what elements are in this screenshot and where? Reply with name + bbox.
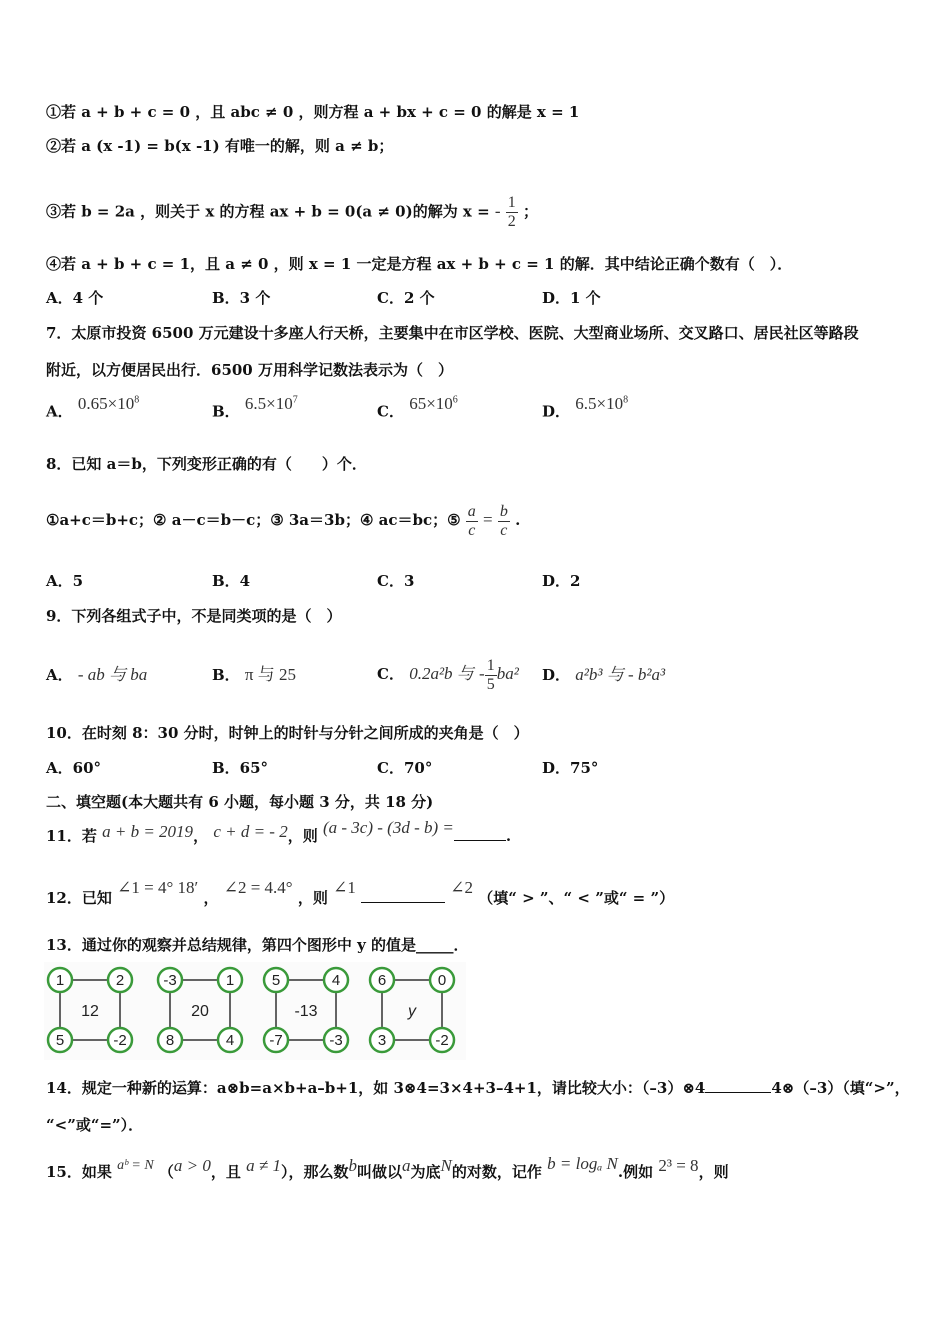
q7-a-base: 0.65×10 — [77, 393, 135, 413]
q15-p4: 叫做以 — [357, 1163, 403, 1181]
q8-stem: 8．已知 a＝b，下列变形正确的有（ ）个． — [46, 455, 367, 473]
q8-frac-left-den: c — [468, 521, 476, 539]
q11-math-3: (a - 3c) - (3d - b) = — [322, 818, 454, 837]
q8-frac-right-den: c — [500, 521, 508, 539]
q7-c-expr — [409, 394, 458, 413]
q15-math-3: a ≠ 1 — [246, 1156, 281, 1175]
q15 — [46, 1154, 729, 1184]
q8-option-c: C．3 — [377, 572, 415, 590]
q13-corner-value-br: -2 — [113, 1032, 127, 1049]
q15-pre: 15．如果 — [46, 1163, 112, 1181]
q9-option-b — [212, 665, 296, 685]
q7-a-expr — [78, 394, 139, 413]
q9-d-label: D． — [542, 666, 571, 684]
q11-math-1: a + b = 2019 — [102, 822, 194, 841]
section-2-heading: 二、填空题(本大题共有 6 小题，每小题 3 分，共 18 分) — [46, 793, 434, 811]
q6-statement-3 — [46, 194, 538, 231]
q13-corner-value-tl: 5 — [271, 972, 281, 989]
q9-d-expr: a²b³ 与 - b²a³ — [575, 665, 666, 684]
q6-s3-text: ③若 b = 2a ，则关于 x 的方程 ax + b = 0(a ≠ 0)的解为 x = — [46, 202, 495, 221]
q13-corner-value-bl: 3 — [377, 1032, 387, 1049]
q13-corner-value-br: -3 — [329, 1032, 343, 1049]
q12-pre: 12．已知 — [46, 889, 112, 907]
q12-mid: ，则 — [297, 889, 328, 907]
q13-center-value: 12 — [81, 1003, 99, 1020]
q14-line-1-text: 14．规定一种新的运算：a⊗b=a×b+a–b+1，如 3⊗4=3×4+3–4+1，请比较大小：（–3）⊗4 — [46, 1079, 706, 1097]
q15-math-7: b = logₐ N — [547, 1154, 618, 1173]
q9-b-label: B． — [212, 666, 240, 684]
q13-corner-value-tl: -3 — [163, 972, 177, 989]
q6-s3-num: 1 — [507, 194, 516, 211]
q15-p8: ，则 — [698, 1163, 729, 1181]
q9-a-expr: - ab 与 ba — [77, 665, 148, 684]
q6-option-d: D．1 个 — [542, 289, 601, 307]
q15-math-4: b — [348, 1156, 358, 1175]
q13-figure-2 — [156, 966, 256, 1058]
q13-corner-value-bl: 5 — [55, 1032, 65, 1049]
q9-c-neg: - — [479, 664, 485, 683]
q11-sep: ， — [193, 827, 209, 845]
q15-p3: ），那么数 — [281, 1163, 349, 1181]
q14-line-1 — [46, 1078, 910, 1098]
q15-p5: 为底 — [410, 1163, 441, 1181]
q15-math-8: 2³ = 8 — [658, 1156, 699, 1175]
q10-option-c: C．70° — [377, 759, 433, 777]
q14-line-1-tail: 4⊗（–3）（填“>”， — [771, 1079, 910, 1097]
q9-a-label: A． — [46, 666, 73, 684]
q11 — [46, 818, 512, 846]
q10-option-d: D．75° — [542, 759, 599, 777]
q10-option-b: B．65° — [212, 759, 269, 777]
q7-option-d — [542, 393, 629, 422]
q8-eq: = — [483, 510, 493, 529]
q15-math-2: a > 0 — [173, 1156, 211, 1175]
q8-option-d: D．2 — [542, 572, 581, 590]
q6-s3-den: 2 — [507, 213, 516, 230]
q9-c-expr1: 0.2a²b 与 — [409, 664, 474, 683]
q8-items-text: ①a+c＝b+c；② a－c＝b－c；③ 3a＝3b；④ ac＝bc；⑤ — [46, 511, 461, 529]
q8-items — [46, 500, 520, 540]
q7-c-label: C． — [377, 402, 404, 421]
q13-corner-value-tr: 1 — [225, 972, 235, 989]
q13-corner-value-bl: -7 — [269, 1032, 283, 1049]
q13-corner-value-tl: 6 — [377, 972, 387, 989]
q12-tail: （填“ > ”、“ < ”或“ = ”） — [478, 889, 675, 907]
q13-center-value: 20 — [191, 1003, 209, 1020]
q12-math-3: ∠1 — [333, 878, 356, 897]
q9-c-den: 5 — [486, 675, 495, 693]
q9-option-a — [46, 665, 147, 685]
q7-c-base: 65×10 — [409, 393, 453, 413]
q8-frac-left — [466, 503, 478, 540]
q13-corner-value-tr: 2 — [115, 972, 125, 989]
q10-stem: 10．在时刻 8：30 分时，时钟上的时针与分针之间所成的夹角是（ ） — [46, 724, 529, 742]
q7-d-base: 6.5×10 — [575, 393, 624, 413]
q6-s3-fraction — [506, 194, 518, 231]
q7-a-label: A． — [46, 402, 73, 421]
q7-b-label: B． — [212, 402, 240, 421]
q13-corner-value-tr: 0 — [437, 972, 447, 989]
q9-c-fraction — [485, 657, 497, 694]
q14-line-2: “<”或“=”）． — [46, 1116, 144, 1134]
q8-option-a: A．5 — [46, 572, 84, 590]
q13-corner-value-br: 4 — [225, 1032, 235, 1049]
q7-d-exp: 8 — [623, 394, 629, 405]
q6-s3-neg: - — [494, 201, 501, 221]
q13-center-value: y — [408, 1003, 416, 1020]
q13-corner-value-tl: 1 — [55, 972, 65, 989]
q11-math-2: c + d = - 2 — [213, 822, 288, 841]
q9-c-expr2: ba² — [496, 664, 519, 683]
q9-b-expr: π 与 25 — [244, 665, 297, 684]
q8-frac-right-num: b — [499, 502, 508, 520]
q15-math-5: a — [402, 1156, 411, 1175]
q13-figure-4 — [368, 966, 468, 1058]
q7-option-a — [46, 393, 140, 422]
q7-b-exp: 7 — [292, 394, 298, 405]
q15-p1: （ — [158, 1163, 174, 1181]
q12 — [46, 878, 675, 908]
q8-option-b: B．4 — [212, 572, 251, 590]
q6-statement-1: ①若 a + b + c = 0 ，且 abc ≠ 0 ，则方程 a + bx + c = 0 的解是 x = 1 — [46, 103, 580, 121]
q13-corner-value-tr: 4 — [331, 972, 341, 989]
q13-center-value: -13 — [294, 1003, 318, 1020]
q12-math-2: ∠2 = 4.4° — [223, 878, 293, 897]
q6-statement-4: ④若 a + b + c = 1，且 a ≠ 0 ，则 x = 1 一定是方程 ax + b + c = 1 的解．其中结论正确个数有（ ）． — [46, 255, 793, 273]
q11-end: . — [505, 827, 512, 845]
q7-a-exp: 8 — [134, 394, 140, 405]
q9-c-label: C． — [377, 665, 404, 683]
q8-frac-right — [498, 503, 510, 540]
q7-stem-line-2: 附近，以方便居民出行．6500 万用科学记数法表示为（ ） — [46, 361, 453, 379]
q13-figure-3 — [262, 966, 362, 1058]
q11-answer-blank[interactable] — [454, 840, 506, 841]
q15-math-1: aᵇ = N — [117, 1158, 154, 1173]
q9-option-d — [542, 665, 665, 685]
q15-p6: 的对数，记作 — [451, 1163, 542, 1181]
q9-stem: 9．下列各组式子中，不是同类项的是（ ） — [46, 607, 342, 625]
q8-end: . — [515, 511, 521, 529]
q7-c-exp: 6 — [452, 394, 458, 405]
q7-b-expr — [245, 394, 298, 413]
q11-pre: 11．若 — [46, 827, 97, 845]
q7-d-expr — [575, 394, 628, 413]
q14-answer-blank[interactable] — [705, 1092, 771, 1093]
q6-option-b: B．3 个 — [212, 289, 271, 307]
q11-mid: ，则 — [287, 827, 318, 845]
q7-option-c — [377, 393, 458, 422]
q9-option-c — [377, 648, 519, 700]
q6-option-a: A．4 个 — [46, 289, 104, 307]
q9-c-num: 1 — [486, 656, 495, 674]
q13-corner-value-bl: 8 — [165, 1032, 175, 1049]
q15-math-6: N — [440, 1156, 452, 1175]
q15-p7: .例如 — [617, 1163, 654, 1181]
q12-sep: ， — [203, 889, 219, 907]
q8-frac-left-num: a — [467, 502, 476, 520]
q13-figure-1 — [46, 966, 146, 1058]
q6-s3-post: ； — [523, 202, 539, 221]
q7-stem-line-1: 7．太原市投资 6500 万元建设十多座人行天桥，主要集中在市区学校、医院、大型商业场所、交叉路口、居民社区等路段 — [46, 324, 859, 342]
q10-option-a: A．60° — [46, 759, 102, 777]
q15-p2: ，且 — [210, 1163, 241, 1181]
q7-d-label: D． — [542, 402, 571, 421]
q12-answer-blank[interactable] — [361, 902, 445, 903]
q13-stem: 13．通过你的观察并总结规律，第四个图形中 y 的值是_____． — [46, 936, 469, 954]
q12-math-1: ∠1 = 4° 18′ — [117, 878, 199, 897]
q7-b-base: 6.5×10 — [244, 393, 293, 413]
q13-corner-value-br: -2 — [435, 1032, 449, 1049]
q12-math-4: ∠2 — [450, 878, 474, 897]
q6-option-c: C．2 个 — [377, 289, 435, 307]
q6-statement-2: ②若 a (x -1) = b(x -1) 有唯一的解，则 a ≠ b； — [46, 137, 394, 155]
q7-option-b — [212, 393, 298, 422]
